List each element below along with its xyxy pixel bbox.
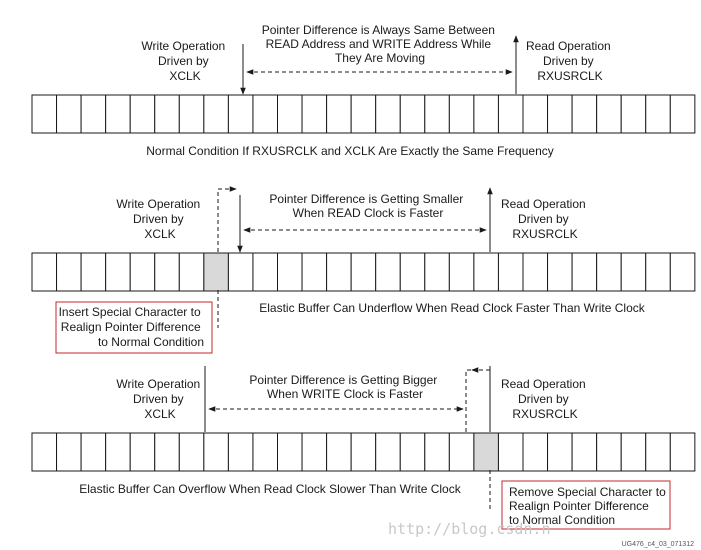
remove-character-callout-text: Remove Special Character to Realign Pointer Difference to Normal Condition [509,485,666,527]
buffer-cell [474,95,499,133]
buffer-cell [253,95,278,133]
write-operation-label: Write Operation Driven by XCLK [116,377,201,421]
buffer-cell [548,95,573,133]
buffer-cell [106,433,131,471]
buffer-cell-highlighted [474,433,499,471]
buffer-cell [621,433,646,471]
read-operation-label: Read Operation Driven by RXUSRCLK [500,197,586,241]
buffer-cell [155,253,180,291]
buffer-cell [523,433,548,471]
buffer-cell [32,95,57,133]
buffer-cell [621,253,646,291]
buffer-cell [425,433,450,471]
buffer-cell [646,95,671,133]
buffer-cell [302,433,327,471]
buffer-cell [376,433,401,471]
insert-offset-bracket [218,189,236,252]
buffer-cell [179,253,204,291]
buffer-row [32,253,695,291]
watermark: http://blog.csdn.n [388,520,551,538]
buffer-cell [351,253,376,291]
remove-offset-bracket [466,370,472,432]
buffer-cell [597,95,622,133]
buffer-cell [646,253,671,291]
buffer-cell [572,95,597,133]
pointer-difference-note: Pointer Difference is Getting Smaller When READ Clock is Faster [269,192,464,220]
buffer-cell [400,253,425,291]
buffer-cell [302,95,327,133]
buffer-cell [130,95,155,133]
buffer-row [32,433,695,471]
buffer-cell [597,253,622,291]
buffer-cell [548,253,573,291]
buffer-cell [523,253,548,291]
buffer-cell [130,253,155,291]
buffer-cell [253,433,278,471]
section-normal [32,23,695,158]
buffer-cell [474,253,499,291]
buffer-cell [621,95,646,133]
buffer-cell [179,95,204,133]
buffer-cell [81,253,106,291]
buffer-cell [278,253,303,291]
buffer-cell [670,433,695,471]
read-operation-label: Read Operation Driven by RXUSRCLK [500,377,586,421]
buffer-cell [327,253,352,291]
overflow-caption: Elastic Buffer Can Overflow When Read Clock Slower Than Write Clock [79,482,461,496]
buffer-cell [572,253,597,291]
buffer-cell [498,95,523,133]
section-overflow [32,366,695,529]
buffer-cell [106,95,131,133]
buffer-cell [278,433,303,471]
buffer-cell [278,95,303,133]
buffer-cell [130,433,155,471]
buffer-cell [155,95,180,133]
buffer-cell [253,253,278,291]
write-operation-label: Write Operation Driven by XCLK [116,197,201,241]
buffer-cell [449,433,474,471]
buffer-cell [670,253,695,291]
buffer-row [32,95,695,133]
buffer-cell [57,433,82,471]
buffer-cell [228,95,253,133]
buffer-cell [81,95,106,133]
insert-character-callout-text: Insert Special Character to Realign Pointer Difference to Normal Condition [58,305,204,349]
buffer-cell [179,433,204,471]
figure-id: UG476_c4_03_071312 [621,541,694,548]
buffer-cell [597,433,622,471]
buffer-cell [425,253,450,291]
read-operation-label: Read Operation Driven by RXUSRCLK [525,39,611,83]
buffer-cell [351,433,376,471]
buffer-cell [204,95,229,133]
buffer-cell [498,433,523,471]
buffer-cell [400,433,425,471]
buffer-cell [228,253,253,291]
buffer-cell [498,253,523,291]
buffer-cell [32,253,57,291]
buffer-cell [646,433,671,471]
buffer-cell [57,95,82,133]
section-underflow [32,188,695,353]
buffer-cell [57,253,82,291]
buffer-cell [376,253,401,291]
underflow-caption: Elastic Buffer Can Underflow When Read Clock Faster Than Write Clock [259,301,645,315]
buffer-cell [523,95,548,133]
buffer-cell [327,95,352,133]
buffer-cell [572,433,597,471]
buffer-cell [351,95,376,133]
normal-condition-caption: Normal Condition If RXUSRCLK and XCLK Are Exactly the Same Frequency [146,144,554,158]
buffer-cell [400,95,425,133]
buffer-cell [204,433,229,471]
buffer-cell [670,95,695,133]
buffer-cell [548,433,573,471]
pointer-difference-note: Pointer Difference is Getting Bigger When WRITE Clock is Faster [249,373,438,401]
buffer-cell [327,433,352,471]
buffer-cell [449,253,474,291]
buffer-cell [302,253,327,291]
buffer-cell [449,95,474,133]
pointer-difference-note: Pointer Difference is Always Same Between READ Address and WRITE Address While They Are Moving [261,23,495,65]
buffer-cell-highlighted [204,253,229,291]
buffer-cell [228,433,253,471]
buffer-cell [81,433,106,471]
buffer-cell [32,433,57,471]
buffer-cell [106,253,131,291]
write-operation-label: Write Operation Driven by XCLK [141,39,226,83]
buffer-cell [155,433,180,471]
buffer-cell [376,95,401,133]
buffer-cell [425,95,450,133]
